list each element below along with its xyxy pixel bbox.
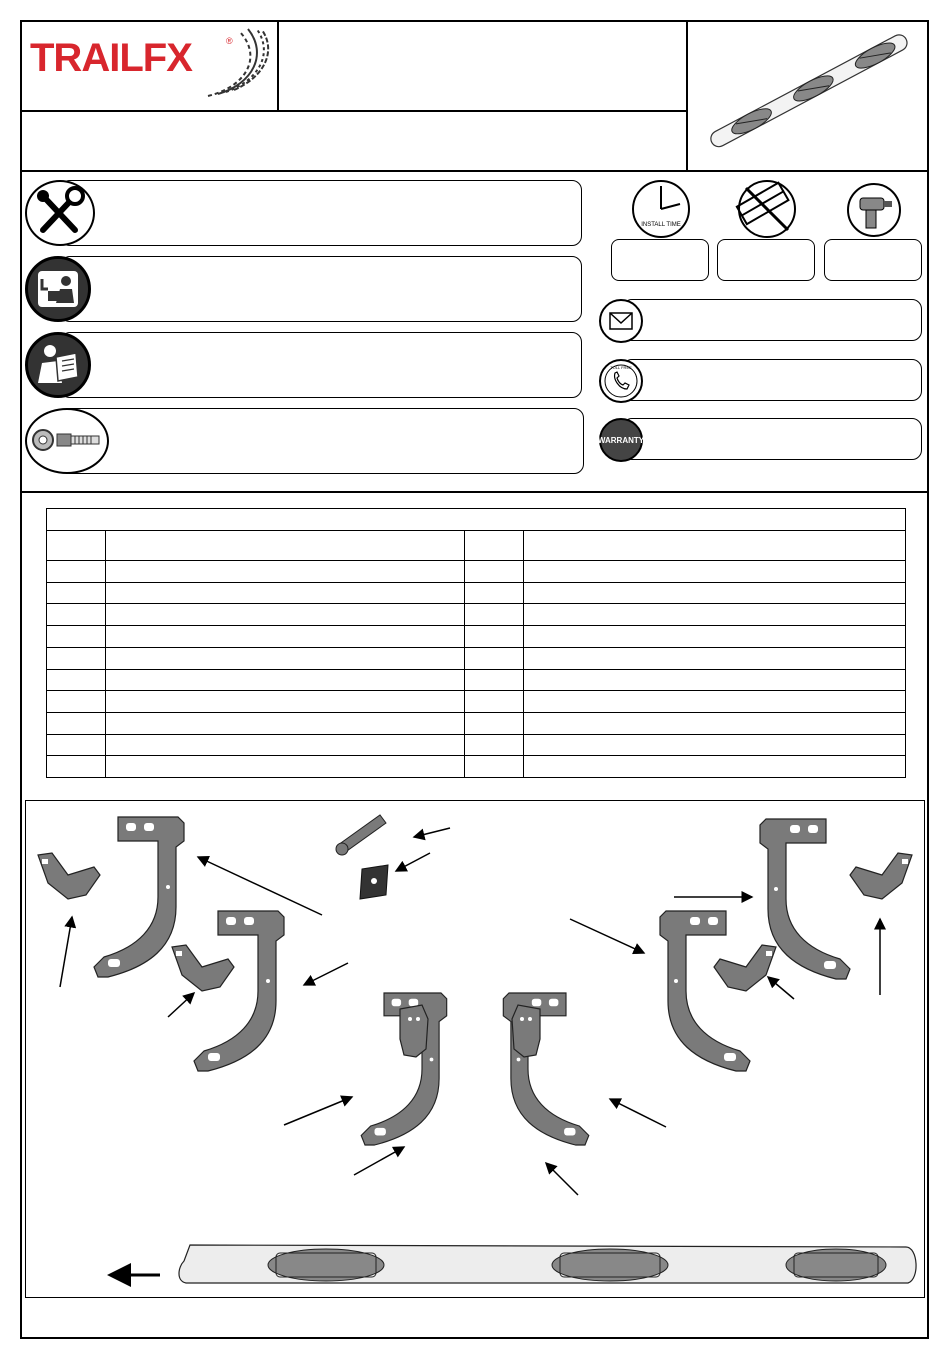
clock-ring-text: INSTALL TIME [641,222,681,228]
envelope-icon [599,299,643,343]
phone-box [622,359,922,401]
header-bottom-line [21,170,928,172]
bracket-left-inner [194,911,284,1071]
arrow-center-right [610,1099,666,1127]
parts-table [46,508,906,778]
arrow-center-left [284,1097,352,1125]
step-bar [179,1245,916,1283]
bracket-left-outer [94,817,184,977]
read-manual-box [60,332,582,398]
product-image-step-bar [700,28,918,158]
small-bracket-left-outer [38,853,100,899]
small-bracket-right-inner [714,945,776,991]
arrow-bracket-left-inner [304,963,348,985]
email-box [622,299,922,341]
tire-tread-icon [198,24,276,104]
warranty-badge-text: WARRANTY [597,435,645,445]
table-row [46,647,906,648]
square-washer-icon [360,865,388,899]
arrow-bracket-left-outer [198,857,322,915]
table-col-3 [523,530,524,778]
arrow-bracket-right-inner [570,919,644,953]
table-row [46,582,906,583]
arrow-bolt [414,828,450,837]
registered-mark: ® [226,36,233,46]
tools-required-box [60,180,582,246]
small-bracket-right-outer [850,853,912,899]
arrow-small-left-inner [168,993,194,1017]
warranty-icon [599,418,643,462]
table-row [46,603,906,604]
plate-left [400,1005,428,1057]
arrow-plate-left [354,1147,404,1175]
warranty-box [622,418,922,460]
logo-wordmark: TRAILFX [30,36,192,80]
arrow-small-right-inner [768,977,794,999]
drill-box [824,239,922,281]
table-row [46,755,906,756]
table-row [46,669,906,670]
header-divider-h [21,110,687,112]
small-bracket-left-inner [172,945,234,991]
arrow-plate-right [546,1163,578,1195]
header-divider-1 [277,21,279,111]
brand-logo [30,36,270,106]
bracket-right-inner [660,911,750,1071]
table-col-1 [105,530,106,778]
no-cutting-box [717,239,815,281]
phone-icon [599,359,643,403]
hardware-icon [25,408,109,474]
table-row [46,625,906,626]
arrow-washer [396,853,430,871]
parts-diagram [26,801,924,1297]
hardware-box [60,408,584,474]
table-row [46,560,906,561]
assistance-box [60,256,582,322]
table-title-divider [46,530,906,531]
header-divider-2 [686,21,688,171]
table-row [46,734,906,735]
clock-icon [630,178,692,240]
drill-icon [846,182,902,238]
read-manual-icon [25,332,91,398]
no-saw-icon [734,178,800,240]
table-col-2 [464,530,465,778]
arrow-small-left-outer [60,917,72,987]
two-person-icon [25,256,91,322]
mid-section-bottom-line [21,491,928,493]
phone-ring-text: TOLL FREE [610,365,632,370]
tools-icon [25,180,95,246]
plate-right [512,1005,540,1057]
bolt-icon [336,815,386,855]
table-row [46,690,906,691]
table-row [46,712,906,713]
install-time-box [611,239,709,281]
